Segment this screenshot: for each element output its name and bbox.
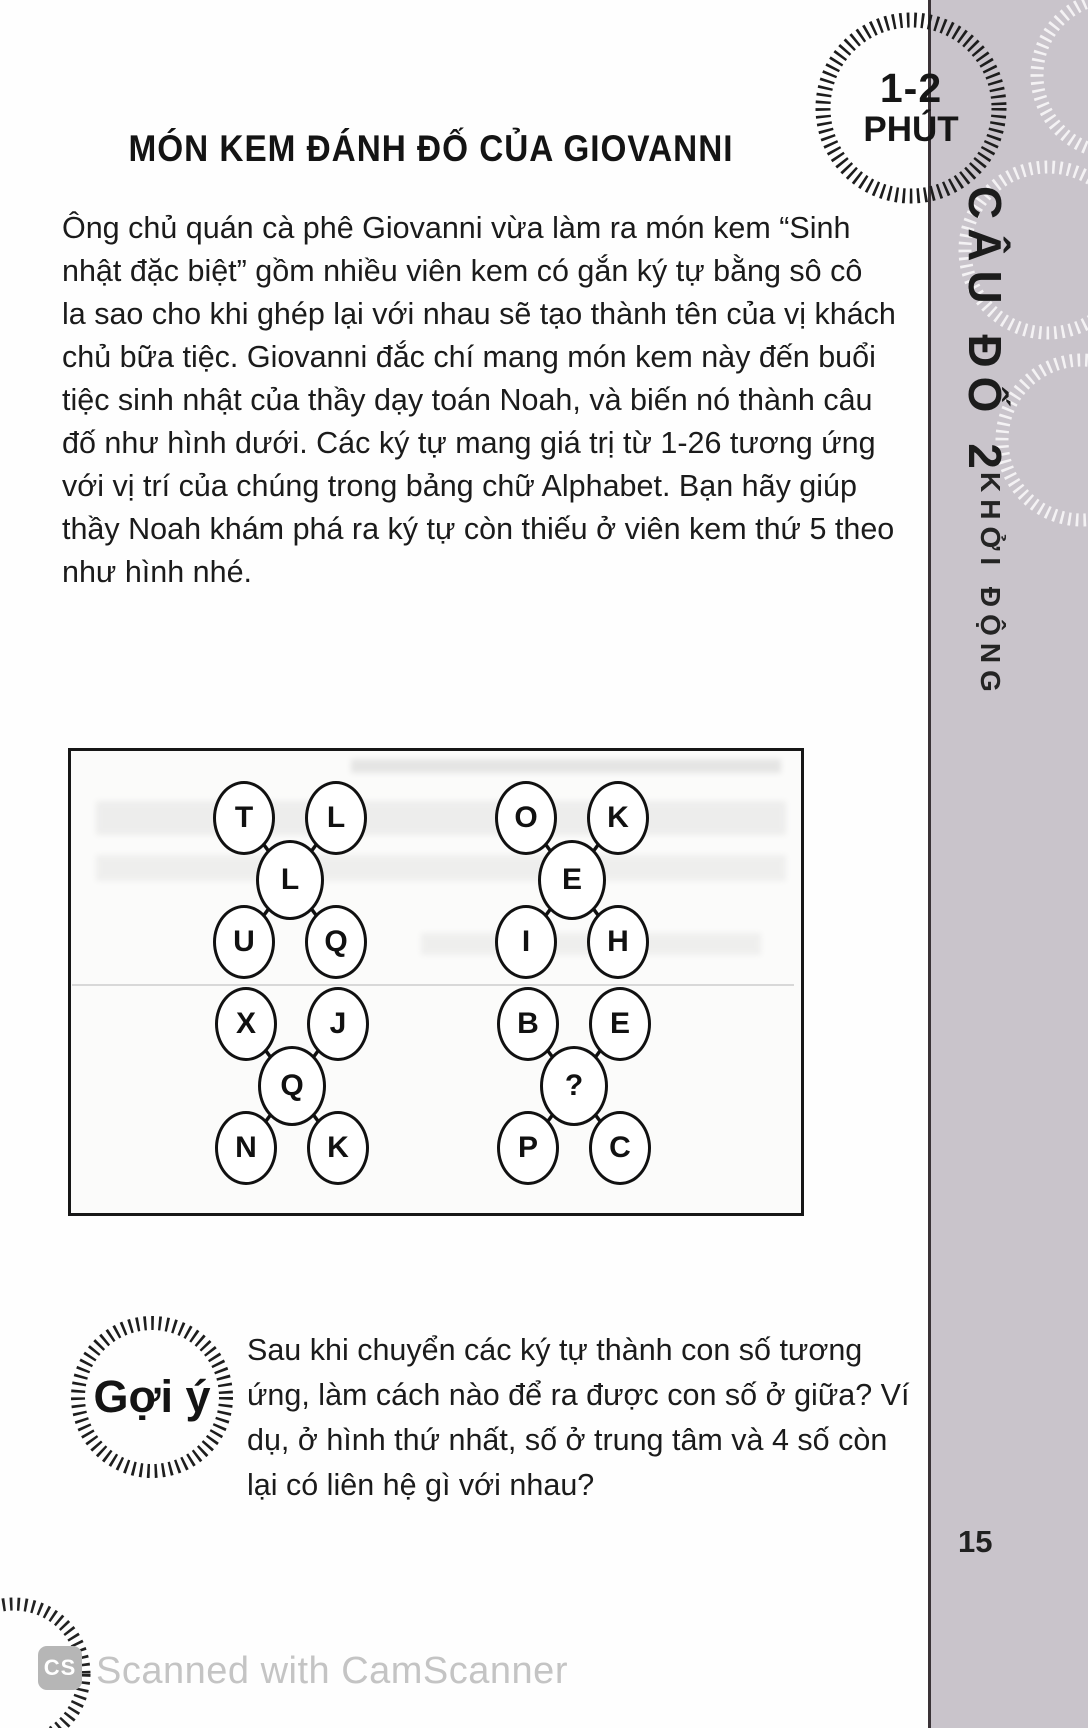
paragraph-line: thầy Noah khám phá ra ký tự còn thiếu ở viên kem thứ 5 theo (62, 512, 895, 546)
sidebar-chapter-label: CÂU ĐỐ 2 (959, 186, 1011, 478)
puzzle-node-top-right: K (587, 781, 649, 855)
time-badge-minutes: 1-2 (879, 65, 943, 111)
hint-line: dụ, ở hình thứ nhất, số ở trung tâm và 4 số còn (247, 1423, 888, 1457)
camscanner-watermark-text: Scanned with CamScanner (96, 1650, 568, 1692)
puzzle-figure-box (68, 748, 804, 1216)
puzzle-node-bottom-right: K (307, 1111, 369, 1185)
puzzle-node-bottom-right: Q (305, 905, 367, 979)
puzzle-node-top-right: E (589, 987, 651, 1061)
scan-fold-line (72, 984, 794, 986)
page-number: 15 (958, 1524, 993, 1559)
hint-line: Sau khi chuyển các ký tự thành con số tương (247, 1333, 863, 1367)
sidebar-section-label: KHỞI ĐỘNG (975, 472, 1006, 699)
paragraph-line: tiệc sinh nhật của thầy dạy toán Noah, và biến nó thành câu (62, 383, 873, 417)
puzzle-node-top-left: T (213, 781, 275, 855)
time-badge-unit: PHÚT (863, 110, 959, 149)
puzzle-node-bottom-left: U (213, 905, 275, 979)
puzzle-node-bottom-left: P (497, 1111, 559, 1185)
hint-line: lại có liên hệ gì với nhau? (247, 1468, 595, 1502)
puzzle-node-center: L (256, 840, 324, 920)
puzzle-node-bottom-left: N (215, 1111, 277, 1185)
puzzle-node-bottom-right: H (587, 905, 649, 979)
paragraph-line: chủ bữa tiệc. Giovanni đắc chí mang món kem này đến buổi (62, 340, 876, 374)
puzzle-node-top-right: J (307, 987, 369, 1061)
time-badge (806, 66, 1016, 150)
bleed-through-artifact (96, 855, 786, 881)
puzzle-node-bottom-right: C (589, 1111, 651, 1185)
puzzle-node-center-missing: ? (540, 1046, 608, 1126)
bleed-through-artifact (351, 759, 781, 773)
paragraph-line: với vị trí của chúng trong bảng chữ Alphabet. Bạn hãy giúp (62, 469, 857, 503)
hint-line: ứng, làm cách nào để ra được con số ở giữa? Ví (247, 1378, 910, 1412)
paragraph-line: đố như hình dưới. Các ký tự mang giá trị từ 1-26 tương ứng (62, 426, 876, 460)
puzzle-node-bottom-left: I (495, 905, 557, 979)
paragraph-line: như hình nhé. (62, 555, 253, 589)
puzzle-node-center: Q (258, 1046, 326, 1126)
paragraph-line: la sao cho khi ghép lại với nhau sẽ tạo thành tên của vị khách (62, 297, 896, 331)
hint-paragraph (247, 1328, 910, 1508)
bleed-through-artifact (96, 801, 786, 835)
paragraph-line: Ông chủ quán cà phê Giovanni vừa làm ra món kem “Sinh (62, 211, 851, 245)
puzzle-node-top-left: X (215, 987, 277, 1061)
puzzle-node-top-left: O (495, 781, 557, 855)
camscanner-logo-icon: CS (38, 1646, 82, 1690)
paragraph-line: nhật đặc biệt” gồm nhiều viên kem có gắn ký tự bằng sô cô (62, 254, 863, 288)
puzzle-node-top-right: L (305, 781, 367, 855)
puzzle-node-center: E (538, 840, 606, 920)
puzzle-node-top-left: B (497, 987, 559, 1061)
intro-paragraph (62, 207, 896, 594)
page-title: MÓN KEM ĐÁNH ĐỐ CỦA GIOVANNI (128, 128, 734, 170)
hint-badge-label: Gợi ý (93, 1371, 211, 1422)
